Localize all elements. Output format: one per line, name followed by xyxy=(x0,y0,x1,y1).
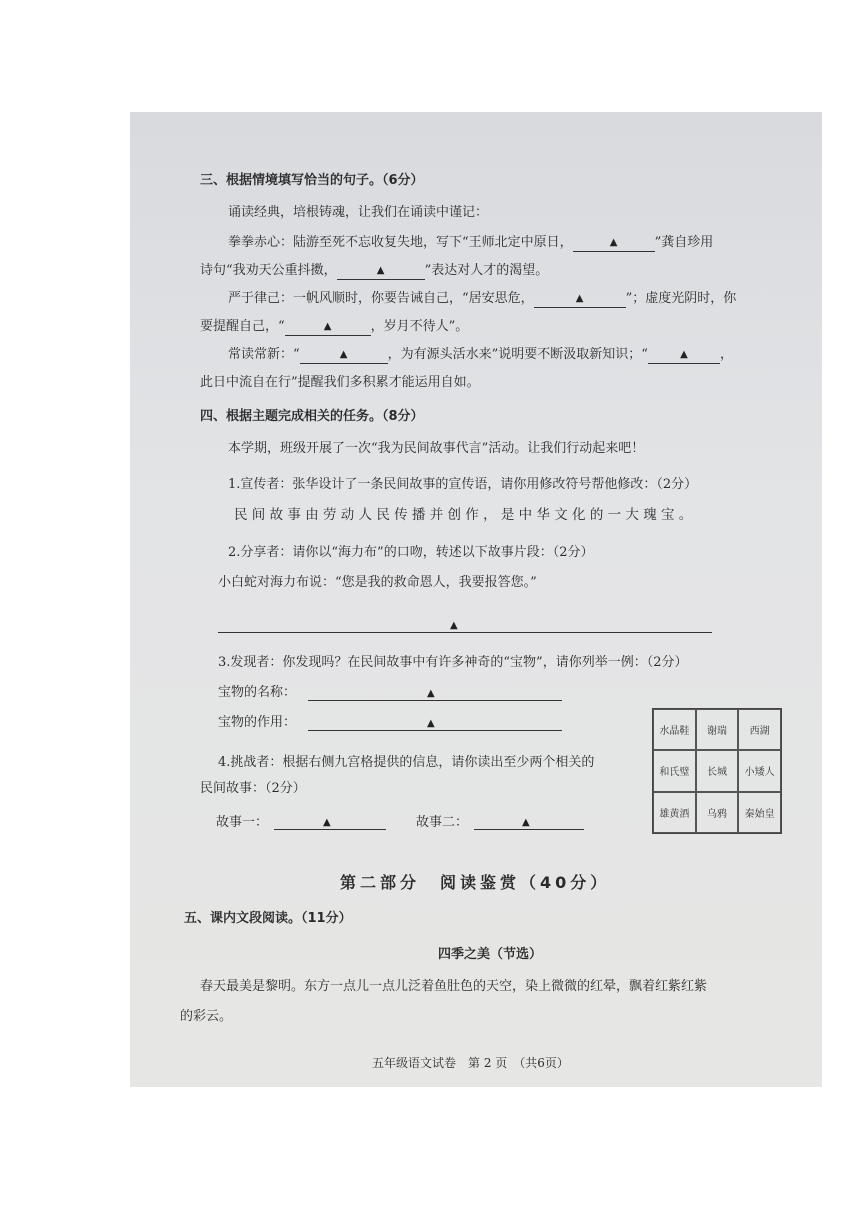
question-4-prompt: 4.挑战者：根据右侧九宫格提供的信息，请你读出至少两个相关的 xyxy=(218,755,595,770)
grid-cell: 小矮人 xyxy=(738,750,781,791)
answer-blank-2[interactable]: ▲ xyxy=(337,263,425,280)
grid-cell: 谢瑞 xyxy=(696,709,739,750)
question-2-prompt: 2.分享者：请你以“海力布”的口吻，转述以下故事片段：（2分） xyxy=(228,545,594,560)
answer-blank-6[interactable]: ▲ xyxy=(648,347,720,364)
section-3-line-5: 常读常新：“ ▲ ，为有源头活水来”说明要不断汲取新知识；“ ▲ ， xyxy=(228,347,733,362)
story-1-label: 故事一： xyxy=(216,815,269,830)
treasure-use-label: 宝物的作用： xyxy=(218,715,297,730)
passage-title: 四季之美（节选） xyxy=(438,947,543,962)
answer-marker: ▲ xyxy=(522,817,530,828)
answer-blank-3[interactable]: ▲ xyxy=(534,291,626,308)
answer-marker: ▲ xyxy=(427,688,435,699)
question-4-prompt-cont: 民间故事：（2分） xyxy=(200,781,306,796)
section-3-line-1: 拳拳赤心：陆游至死不忘收复失地，写下“王师北定中原日， ▲ ”龚自珍用 xyxy=(228,235,714,250)
grid-cell: 秦始皇 xyxy=(738,792,781,833)
answer-marker: ▲ xyxy=(450,620,458,631)
section-3-line-3: 严于律己：一帆风顺时，你要告诫自己，“居安思危， ▲ ”；虚度光阴时，你 xyxy=(228,291,737,306)
passage-line-1: 春天最美是黎明。东方一点儿一点儿泛着鱼肚色的天空，染上微微的红晕，飘着红紫红紫 xyxy=(200,979,708,994)
section-3-line-2: 诗句“我劝天公重抖擞， ▲ ”表达对人才的渴望。 xyxy=(200,263,549,278)
exam-page xyxy=(130,112,822,1087)
grid-cell: 西湖 xyxy=(738,709,781,750)
grid-cell: 水晶鞋 xyxy=(653,709,696,750)
passage-line-2: 的彩云。 xyxy=(180,1009,233,1024)
question-3-prompt: 3.发现者：你发现吗？在民间故事中有许多神奇的“宝物”，请你列举一例：（2分） xyxy=(218,655,688,670)
section-3-intro: 诵读经典，培根铸魂，让我们在诵读中谨记： xyxy=(228,205,489,220)
section-3-line-6: 此日中流自在行”提醒我们多积累才能运用自如。 xyxy=(200,375,480,390)
grid-cell: 乌鸦 xyxy=(696,792,739,833)
story-2-label: 故事二： xyxy=(416,815,469,830)
section-4-intro: 本学期，班级开展了一次“我为民间故事代言”活动。让我们行动起来吧！ xyxy=(228,441,645,456)
treasure-name-label: 宝物的名称： xyxy=(218,685,297,700)
answer-blank-4[interactable]: ▲ xyxy=(285,319,371,336)
question-1-slogan: 民 间 故 事 由 劳 动 人 民 传 播 并 创 作 ， 是 中 华 文 化 的 一 大 瑰 宝 。 xyxy=(234,507,693,523)
question-2-answer-line[interactable] xyxy=(218,632,712,633)
nine-grid xyxy=(652,708,782,834)
grid-cell: 长城 xyxy=(696,750,739,791)
treasure-use-line[interactable] xyxy=(308,730,562,731)
answer-marker: ▲ xyxy=(323,817,331,828)
page-footer: 五年级语文试卷 第 2 页 （共6页） xyxy=(372,1056,569,1070)
question-2-quote: 小白蛇对海力布说：“您是我的救命恩人，我要报答您。” xyxy=(218,575,537,590)
question-1-prompt: 1.宣传者：张华设计了一条民间故事的宣传语，请你用修改符号帮他修改：（2分） xyxy=(228,477,698,492)
section-5-heading: 五、课内文段阅读。（11分） xyxy=(184,911,352,926)
grid-cell: 和氏璧 xyxy=(653,750,696,791)
section-3-heading: 三、根据情境填写恰当的句子。（6分） xyxy=(200,173,424,188)
section-4-heading: 四、根据主题完成相关的任务。（8分） xyxy=(200,409,424,424)
answer-blank-1[interactable]: ▲ xyxy=(573,235,655,252)
treasure-name-line[interactable] xyxy=(308,700,562,701)
answer-marker: ▲ xyxy=(427,718,435,729)
grid-cell: 雄黄酒 xyxy=(653,792,696,833)
answer-blank-5[interactable]: ▲ xyxy=(300,347,388,364)
section-3-line-4: 要提醒自己，“ ▲ ，岁月不待人”。 xyxy=(200,319,469,334)
part-2-title: 第二部分 阅读鉴赏（40分） xyxy=(340,873,611,892)
